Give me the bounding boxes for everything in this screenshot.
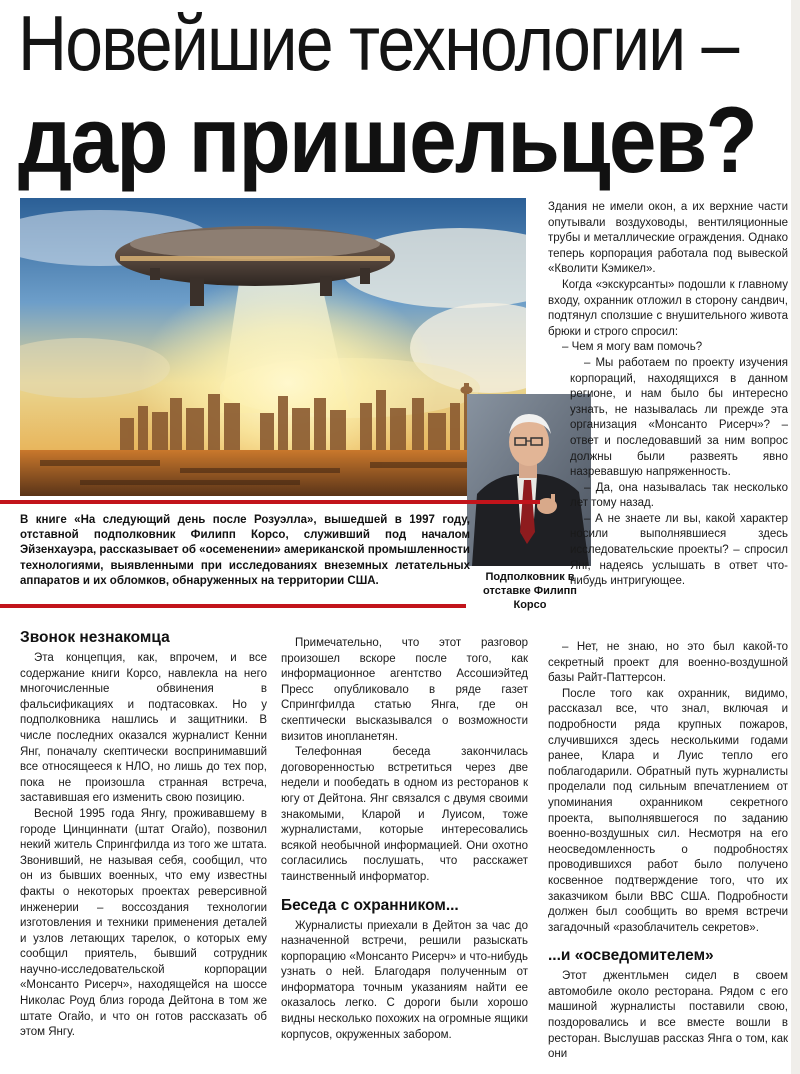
paragraph: – А не знаете ли вы, какой характер носили выполнявшиеся здесь исследовательские проекты? – спросил Янг, надеясь услышать в ответ что-нибудь интригующее. [570,512,788,588]
middle-column [281,636,528,1043]
paragraph: – Мы работаем по проекту изучения корпораций, находящихся в данном регионе, и нам было бы интересно узнать, не называлась ли прежде эта организация «Монсанто Рисерч»? – ответ и последовавший за ним вопрос должны были развеять явно назревавшую напряженность. [570,356,788,479]
ufo-over-city-illustration [20,198,526,496]
section-heading: Звонок незнакомца [20,629,170,646]
paragraph: Здания не имели окон, а их верхние части опутывали воздуховоды, вентиляционные трубы и металлические ограждения. Однако теперь корпорация работала под вывеской «Кволити Кэмикел». [548,201,788,276]
left-column [20,628,267,1041]
photo-caption: Подполковник в отставке Филипп Корсо [483,571,577,611]
section-heading: ...и «осведомителем» [548,947,714,965]
right-column-lower [548,640,788,1063]
right-column-top [548,200,788,590]
paragraph: Этот джентльмен сидел в своем автомобиле около ресторана. Рядом с его машиной журналисты поставили свою, поздоровались и все вместе вошли в ресторан. Выслушав рассказ Янга о том, как они [548,970,788,1061]
section-heading: Беседа с охранником... [281,896,459,914]
paragraph: Журналисты приехали в Дейтон за час до назначенной встречи, решили разыскать корпорацию «Монсанто Рисерч» и что-нибудь узнать о ней. Благодаря полученным от информатора точным указаниям найти ее оказалось легко. С дороги были хорошо видны несколько похожих на огромные ящики корпусов, окруженных забором. [281,919,528,1041]
paragraph: Телефонная беседа закончилась договоренностью встретиться через две недели и пообедать в одном из ресторанов к югу от Дейтона. Янг связался с двумя своими знакомыми, Кларой и Луисом, тоже журналистами, которые интересовались всякой необычной информацией. Они охотно согласились послушать, что расскажет таинственный информатор. [281,746,528,883]
paragraph: После того как охранник, видимо, рассказал все, что знал, включая и подробности ряда крупных пожаров, случившихся здесь несколькими годами ранее, Клара и Луис тепло его поблагодарили. Обратный путь журналисты проделали под сильным впечатлением от упоминания охранником секретного проекта, выполнявшегося по заданию военно-воздушных сил. Несмотря на его неосведомленность о подробностях проводившихся работ было получено косвенное подтверждение того, что их заказчиком были ВВС США. Подробности должен был сообщить во время встречи загадочный «разоблачитель секретов». [548,687,788,934]
lead-caption: В книге «На следующий день после Розуэлла», вышедшей в 1997 году, отставной подполковник Филипп Корсо, служивший под началом Эйзенхауэра, рассказывает об «осеменении» американской промышленности технологиями, выявленными при исследованиях внеземных летательных аппаратов и их обломков, обнаруженных на территории США. [20,514,470,587]
paragraph: Когда «экскурсанты» подошли к главному входу, охранник отложил в сторону сандвич, подтянул сползшие с внушительного живота брюки и строго спросил: [548,278,788,338]
paragraph: Эта концепция, как, впрочем, и все содержание книги Корсо, навлекла на него многочисленные обвинения в фальсификациях и подтасовках. Но у подполковника нашлись и защитники. В числе последних оказался журналист Кенни Янг, поначалу скептически воспринимавший все относящееся к НЛО, но лишь до тех пор, пока не произошла странная встреча, заставившая его изменить свою позицию. [20,652,267,805]
ufo-illustration-graphic [20,198,526,496]
paragraph: Весной 1995 года Янгу, проживавшему в городе Цинциннати (штат Огайо), позвонил некий житель Спрингфилда из того же штата. Звонивший, не называя себя, сообщил, что он из бывших военных, что ему известны факты о некоторых проектах реверсивной инженерии – воссоздания технологии изготовления и техники применения деталей и узлов летающих тарелок, о которых ему сообщил приятель, бывший сотрудник научно-исследовательской корпорации «Монсанто Рисерч», находящейся на шоссе Николас Роуд близ города Дейтона в том же штате Огайо, и что он готов рассказать об этом Янгу. [20,807,267,1039]
adjacent-page-edge [791,0,800,1074]
paragraph: – Нет, не знаю, но это был какой-то секретный проект для военно-воздушной базы Райт-Паттерсон. [548,641,788,685]
headline-line-1: Новейшие технологии – [18,0,738,87]
red-rule-top [0,500,540,504]
paragraph: – Чем я могу вам помочь? [562,341,703,354]
headline-line-2: дар пришельцев? [18,87,756,192]
red-rule-bottom [0,604,466,608]
paragraph: Примечательно, что этот разговор произошел вскоре после того, как информационное агентство Ассошиэйтед Пресс опубликовало в ряде газет Спрингфилда статью Янга, где он скептически высказывался о возможности визитов инопланетян. [281,637,528,743]
paragraph: – Да, она называлась так несколько лет тому назад. [570,481,788,510]
